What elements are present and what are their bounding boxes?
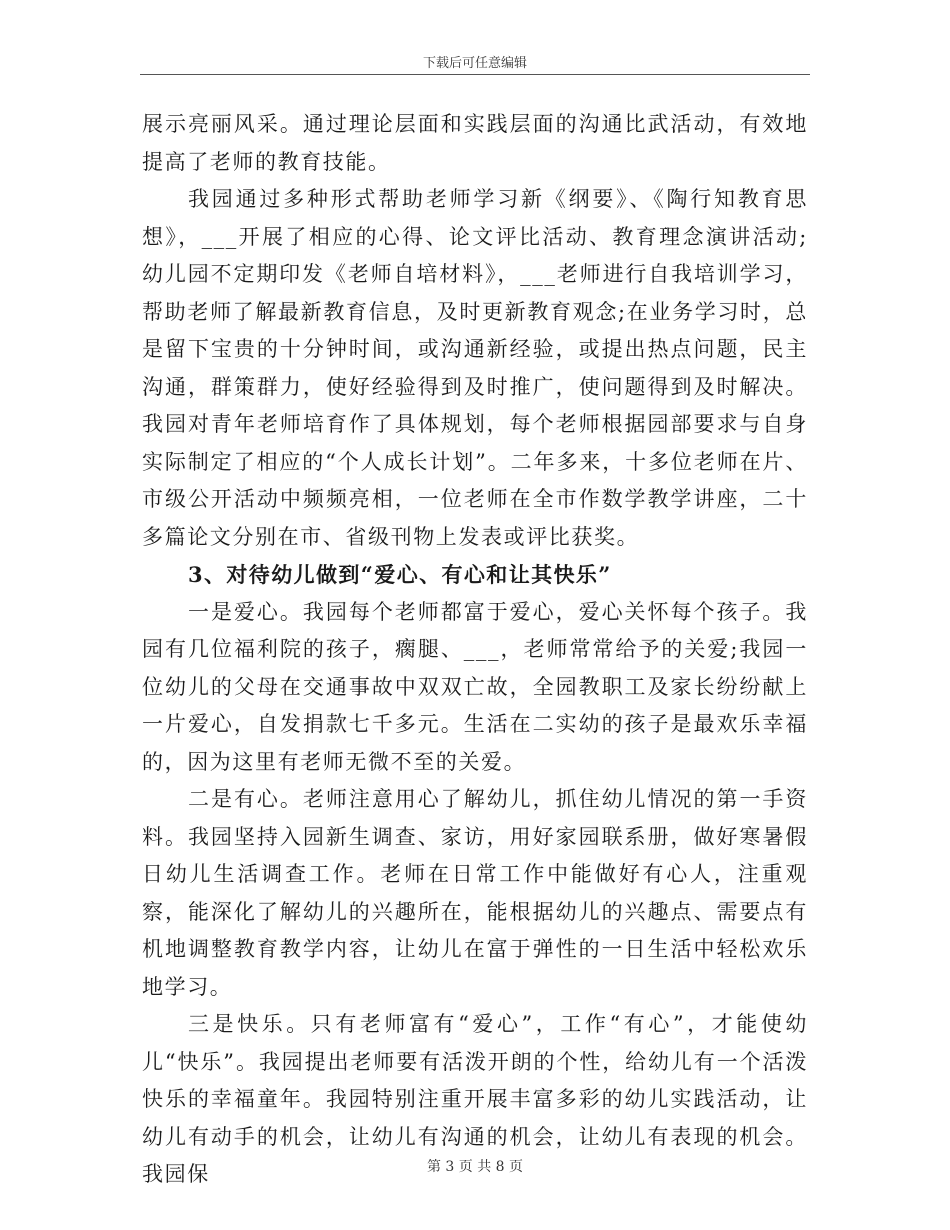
page-number-footer: 第 3 页 共 8 页 — [426, 1159, 524, 1175]
header-divider — [140, 74, 810, 75]
paragraph-3: 一是爱心。我园每个老师都富于爱心，爱心关怀每个孩子。我园有几位福利院的孩子，瘸腿、___，老师常常给予的关爱;我园一位幼儿的父母在交通事故中双双亡故，全园教职工及家长纷纷献上一片爱心，自发捐款七千多元。生活在二实幼的孩子是最欢乐幸福的，因为这里有老师无微不至的关爱。 — [142, 599, 808, 774]
paragraph-5: 三是快乐。只有老师富有“爱心”，工作“有心”，才能使幼儿“快乐”。我园提出老师要有活泼开朗的个性，给幼儿有一个活泼快乐的幸福童年。我园特别注重开展丰富多彩的幼儿实践活动，让幼儿有动手的机会，让幼儿有沟通的机会，让幼儿有表现的机会。我园保 — [142, 1012, 808, 1186]
paragraph-4: 二是有心。老师注意用心了解幼儿，抓住幼儿情况的第一手资料。我园坚持入园新生调查、家访，用好家园联系册，做好寒暑假日幼儿生活调查工作。老师在日常工作中能做好有心人，注重观察，能深化了解幼儿的兴趣所在，能根据幼儿的兴趣点、需要点有机地调整教育教学内容，让幼儿在富于弹性的一日生活中轻松欢乐地学习。 — [142, 787, 808, 999]
paragraph-2: 我园通过多种形式帮助老师学习新《纲要》、《陶行知教育思想》，___开展了相应的心得、论文评比活动、教育理念演讲活动;幼儿园不定期印发《老师自培材料》，___老师进行自我培训学习，帮助老师了解最新教育信息，及时更新教育观念;在业务学习时，总是留下宝贵的十分钟时间，或沟通新经验，或提出热点问题，民主沟通，群策群力，使好经验得到及时推广，使问题得到及时解决。我园对青年老师培育作了具体规划，每个老师根据园部要求与自身实际制定了相应的“个人成长计划”。二年多来，十多位老师在片、市级公开活动中频频亮相，一位老师在全市作数学教学讲座，二十多篇论文分别在市、省级刊物上发表或评比获奖。 — [142, 187, 808, 549]
document-body — [142, 106, 808, 1194]
page-header-note: 下载后可任意编辑 — [422, 56, 527, 71]
section-heading-3: 3、对待幼儿做到“爱心、有心和让其快乐” — [188, 562, 612, 587]
paragraph-1: 展示亮丽风采。通过理论层面和实践层面的沟通比武活动，有效地提高了老师的教育技能。 — [142, 112, 808, 174]
